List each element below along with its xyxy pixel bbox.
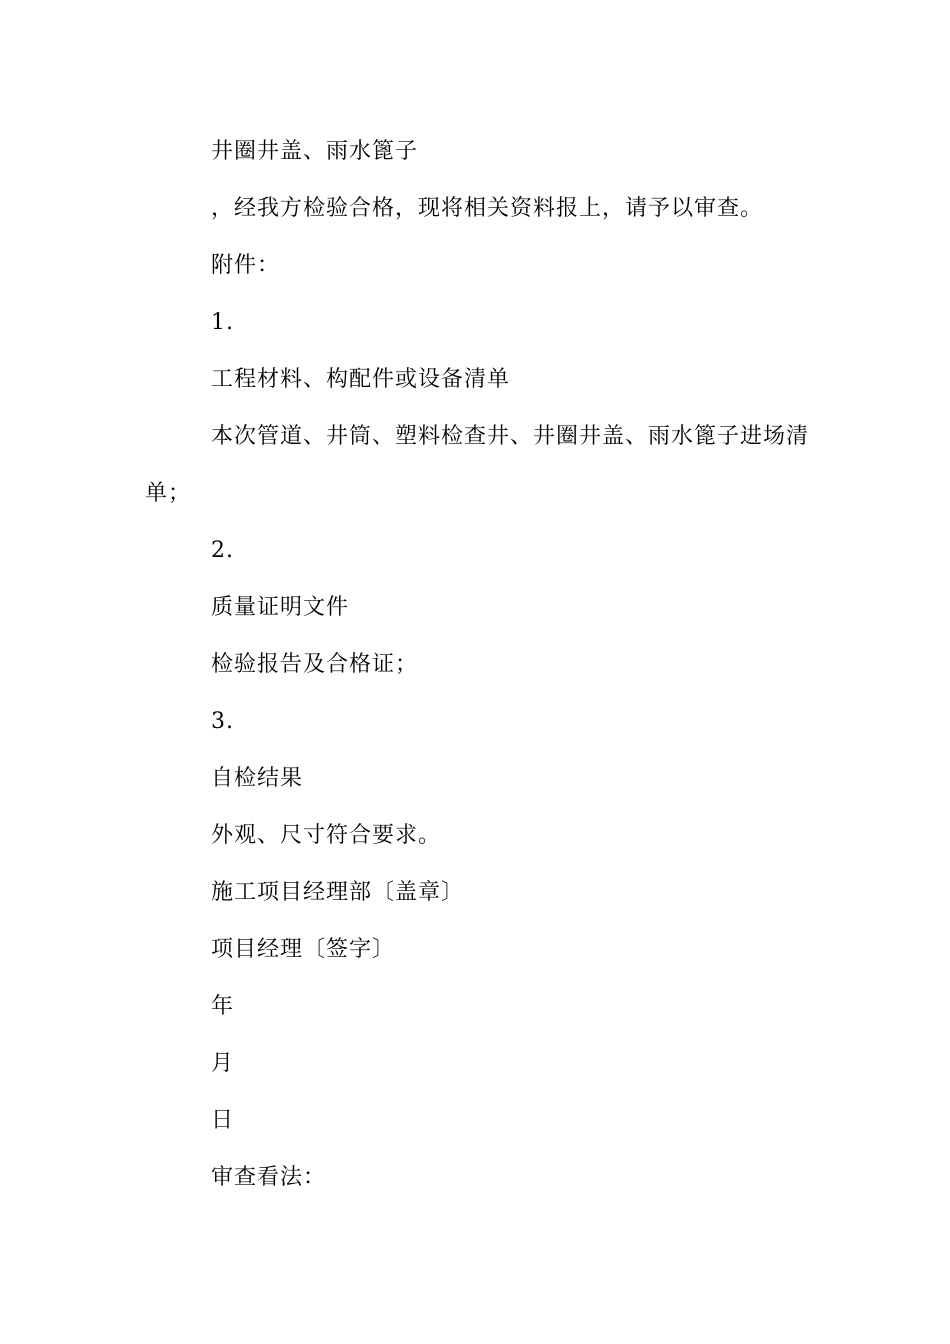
- attachment-3-content: 外观、尺寸符合要求。: [211, 823, 442, 848]
- date-day: 日: [211, 1108, 235, 1133]
- material-items-line: 井圈井盖、雨水篦子: [211, 139, 419, 164]
- attachment-1-content-continued: 单；: [145, 481, 192, 506]
- review-opinion-heading: 审查看法：: [211, 1165, 327, 1190]
- project-manager-signature: 项目经理〔签字〕: [211, 937, 396, 962]
- attachment-number-1: 1.: [211, 310, 234, 335]
- attachment-2-title: 质量证明文件: [211, 595, 350, 620]
- attachment-3-title: 自检结果: [211, 766, 304, 791]
- attachments-heading: 附件：: [211, 253, 281, 278]
- attachment-1-title: 工程材料、构配件或设备清单: [211, 367, 511, 392]
- date-month: 月: [211, 1051, 235, 1076]
- date-year: 年: [211, 994, 235, 1019]
- attachment-2-content: 检验报告及合格证；: [211, 652, 419, 677]
- attachment-number-2: 2.: [211, 538, 234, 563]
- attachment-number-3: 3.: [211, 709, 234, 734]
- attachment-1-content: 本次管道、井筒、塑料检查井、井圈井盖、雨水篦子进场清: [211, 424, 810, 449]
- inspection-statement: ，经我方检验合格，现将相关资料报上，请予以审查。: [211, 196, 764, 221]
- project-department-seal: 施工项目经理部〔盖章〕: [211, 880, 465, 905]
